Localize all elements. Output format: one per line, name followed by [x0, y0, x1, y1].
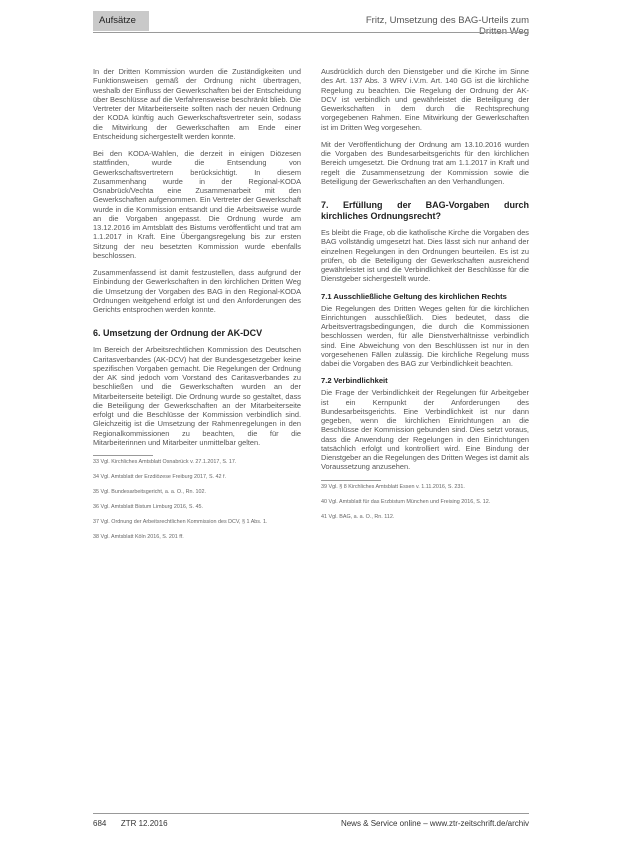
footnote: 40 Vgl. Amtsblatt für das Erzbistum München und Freising 2016, S. 12.	[321, 498, 491, 505]
paragraph: Zusammenfassend ist damit festzustellen, dass aufgrund der Einbindung der Gewerkschaften in den kirchlichen Dritten Weg die Umsetzung der Vorgaben des BAG in den Regional-KODA Ordnungen weitgehend erfolgt ist und den Anforderungen des Gerichts entsprochen werden konnte.	[93, 268, 301, 314]
header-rule	[93, 32, 529, 33]
paragraph: Mit der Veröffentlichung der Ordnung am 13.10.2016 wurden die Vorgaben des Bundesarbeitsgerichts für den kirchlichen Bereich umgesetzt. Die Ordnung trat am 1.1.2017 in Kraft und regelt die Zusammensetzung der Kommission sowie die Beteiligung der Gewerkschaften an den Verhandlungen.	[321, 139, 529, 186]
footnote: 41 Vgl. BAG, a. a. O., Rn. 112.	[321, 513, 395, 520]
footer-page-info	[93, 819, 168, 828]
paragraph: In der Dritten Kommission wurden die Zuständigkeiten und Funktionsweisen gemäß der Ordnung nicht übertragen, weshalb der Einfluss der Gewerkschaften bei der Entscheidung über Beschlüsse auf die Verfahrensweise beschränkt blieb. Die Vertreter der Mitarbeiterseite sollten nach der neuen Ordnung der KODA künftig auch Gewerkschaftsvertreter sein, sodass die Mitwirkung der Gewerkschaften am Ende einer Entscheidung sichergestellt werden konnte.	[93, 67, 301, 141]
subsection-heading: 7.2 Verbindlichkeit	[321, 376, 388, 386]
paragraph: Ausdrücklich durch den Dienstgeber und die Kirche im Sinne des Art. 137 Abs. 3 WRV i.V.m. Art. 140 GG ist die kirchliche Regelung zu beachten. Die Regelung der Ordnung der AK-DCV ist verbindlich und gewährleistet die Beteiligung der Gewerkschaften in dem durch die Rechtsprechung vorgegebenen Rahmen. Eine Mitwirkung der Gewerkschaften ist im Dritten Weg vorgesehen.	[321, 67, 529, 132]
right-column	[321, 67, 529, 529]
footnote: 34 Vgl. Amtsblatt der Erzdiözese Freiburg 2017, S. 42 f.	[93, 474, 227, 480]
left-column	[93, 67, 301, 549]
footnote: 36 Vgl. Amtsblatt Bistum Limburg 2016, S. 45.	[93, 504, 203, 510]
footnote: 33 Vgl. Kirchliches Amtsblatt Osnabrück v. 27.1.2017, S. 17.	[93, 459, 237, 465]
section-tab: Aufsätze	[93, 11, 149, 31]
paragraph: Im Bereich der Arbeitsrechtlichen Kommission des Deutschen Caritasverbandes (AK-DCV) hat der Bundesgesetzgeber keine spezifischen Vorgaben gemacht. Die Regelungen der Ordnung der AK sind jedoch vom Vorstand des Caritasverbandes zu beschließen und die Gewerkschaften wurden an der Mitarbeiterseite beteiligt. Die Ordnung wurde so gestaltet, dass die Beteiligung der Gewerkschaften an der Mitarbeiterseite erfolgt und die Beschlüsse der Kommission verbindlich sind. Gleichzeitig ist die Umsetzung der Rahmenregelungen in den Regionalkommissionen zu beachten, die für die Mitarbeiterinnen und Mitarbeiter unmittelbar gelten.	[93, 345, 301, 447]
footer-website: News & Service online – www.ztr-zeitschrift.de/archiv	[340, 819, 529, 828]
footnote: 39 Vgl. § 8 Kirchliches Amtsblatt Essen v. 1.11.2016, S. 231.	[321, 483, 465, 490]
section-heading: 7. Erfüllung der BAG-Vorgaben durch kirchliches Ordnungsrecht?	[321, 200, 529, 221]
running-title: Fritz, Umsetzung des BAG-Urteils zum	[365, 15, 529, 26]
footnote: 35 Vgl. Bundesarbeitsgericht, a. a. O., Rn. 102.	[93, 489, 206, 495]
paragraph: Die Frage der Verbindlichkeit der Regelungen für Arbeitgeber ist ein Kernpunkt der Anforderungen des Bundesarbeitsgerichts. Eine Verbindlichkeit ist nur dann gegeben, wenn die kirchlichen Einrichtungen an die Beschlüsse der Kommission gebunden sind. Dies setzt voraus, dass die Anwendung der Regelungen in den Einrichtungen tatsächlich erfolgt und kontrolliert wird. Eine Bindung der Dienstgeber an die Regelungen des Dritten Weges ist damit als Voraussetzung anzusehen.	[321, 388, 529, 472]
footnote-separator	[321, 480, 381, 481]
page-number: 684	[93, 819, 107, 828]
subsection-heading: 7.1 Ausschließliche Geltung des kirchlichen Rechts	[321, 291, 507, 301]
paragraph: Es bleibt die Frage, ob die katholische Kirche die Vorgaben des BAG vollständig umgesetzt hat. Dies lässt sich nur anhand der einzelnen Regelungen in den Ordnungen beurteilen. Es ist zu prüfen, ob die Beteiligung der Gewerkschaften ausreichend gewährleistet ist und die Verbindlichkeit der Beschlüsse für die Dienstgeber sichergestellt wurde.	[321, 228, 529, 284]
paragraph: Bei den KODA-Wahlen, die derzeit in einigen Diözesen stattfinden, wurde die Entsendung von Gewerkschaftsvertretern berücksichtigt. In diesem Zusammenhang wurde in der Regional-KODA Osnabrück/Vechta eine Zusammenarbeit mit den Gewerkschaften aufgenommen. Ein Vertreter der Gewerkschaft wurde in die Kommission entsandt und die Arbeitsweise wurde an die Vorgaben angepasst. Die Ordnung wurde am 13.12.2016 im Amtsblatt des Bistums veröffentlicht und trat am 1.1.2017 in Kraft. Eine Übergangsregelung bis zur ersten Sitzung der neu besetzten Kommission wurde ebenfalls beschlossen.	[93, 149, 301, 260]
footnote: 38 Vgl. Amtsblatt Köln 2016, S. 201 ff.	[93, 534, 184, 540]
footer-rule	[93, 813, 529, 814]
paragraph: Die Regelungen des Dritten Weges gelten für die kirchlichen Einrichtungen ausschließlich. Dies bedeutet, dass die Arbeitsvertragsbedingungen, die durch die Kommissionen beschlossen werden, für alle Dienstverhältnisse verbindlich sind. Eine Abweichung von den Beschlüssen ist nur in den vorgesehenen Fällen zulässig. Die kirchliche Regelung muss dabei die Vorgaben des BAG zur Verbindlichkeit beachten.	[321, 303, 529, 368]
footnote: 37 Vgl. Ordnung der Arbeitsrechtlichen Kommission des DCV, § 1 Abs. 1.	[93, 519, 268, 525]
footnote-separator	[93, 455, 153, 456]
section-heading: 6. Umsetzung der Ordnung der AK-DCV	[93, 328, 263, 339]
journal-issue: ZTR 12.2016	[120, 819, 168, 828]
